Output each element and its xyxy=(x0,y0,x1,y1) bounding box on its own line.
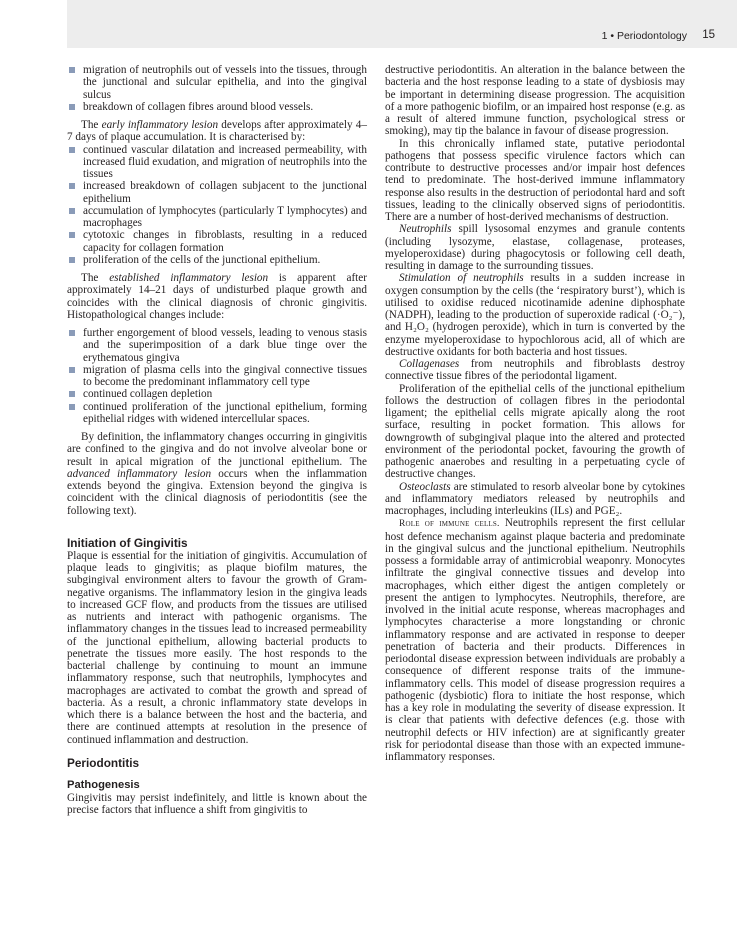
list-item: continued proliferation of the junctional epithelium, forming epithelial ridges with widened intercellular spaces. xyxy=(67,401,367,426)
paragraph-osteoclasts: Osteoclasts are stimulated to resorb alveolar bone by cytokines and inflammatory mediators released by neutrophils and macrophages, including interleukins (ILs) and PGE₂. xyxy=(385,480,685,517)
paragraph-proliferation: Proliferation of the epithelial cells of the junctional epithelium follows the destruction of collagen fibres in the periodontal ligament; the epithelial cells migrate apically along the root surface, resulting in pocket formation. This allows for downgrowth of subgingival plaque into the altered and protected environment of the periodontal pocket, favouring the growth of pathogenic anaerobes and resulting in a perpetuating cycle of destructive changes. xyxy=(385,382,685,481)
bullet-icon xyxy=(69,367,75,373)
page-number: 15 xyxy=(702,29,715,41)
bullet-list-3 xyxy=(67,327,367,425)
bullet-list-2 xyxy=(67,144,367,267)
bullet-icon xyxy=(69,104,75,110)
bullet-icon xyxy=(69,208,75,214)
list-item: breakdown of collagen fibres around blood vessels. xyxy=(67,101,367,113)
list-item: accumulation of lymphocytes (particularly T lymphocytes) and macrophages xyxy=(67,205,367,230)
heading-periodontitis: Periodontitis xyxy=(67,755,140,770)
paragraph-collagenases: Collagenases from neutrophils and fibroblasts destroy connective tissue fibres of the periodontal ligament. xyxy=(385,358,685,383)
paragraph-dysbiosis: destructive periodontitis. An alteration in the balance between the bacteria and the host response leading to a state of dysbiosis may be important in determining disease progression. The acquisition of a more pathogenic biofilm, or an impaired host response (e.g. as a result of altered immune function, psychological stress or smoking), may tip the balance in favour of disease progression. xyxy=(385,64,685,138)
paragraph-neutrophils: Neutrophils spill lysosomal enzymes and granule contents (including lysozyme, elastase, collagenase, proteases, myeloperoxidase) during phagocytosis or following cell death, resulting in damage to the surrounding tissues. xyxy=(385,223,685,272)
bullet-icon xyxy=(69,391,75,397)
bullet-icon xyxy=(69,183,75,189)
right-column xyxy=(385,64,685,763)
paragraph-pathogenesis: Gingivitis may persist indefinitely, and little is known about the precise factors that influence a shift from gingivitis to xyxy=(67,791,367,816)
bullet-icon xyxy=(69,404,75,410)
paragraph-definition: By definition, the inflammatory changes occurring in gingivitis are confined to the gingiva and do not involve alveolar bone or result in apical migration of the junctional epithelium. The advanced inflammatory lesion occurs when the inflammation extends beyond the gingiva. Extension beyond the gingiva is coincident with the clinical diagnosis of periodontitis (see the following text). xyxy=(67,431,367,517)
list-item: proliferation of the cells of the junctional epithelium. xyxy=(67,254,367,266)
list-item: migration of neutrophils out of vessels into the tissues, through the junctional and sulcular epithelia, and into the gingival sulcus xyxy=(67,64,367,101)
list-item: continued vascular dilatation and increased permeability, with increased fluid exudation, and migration of neutrophils into the tissues xyxy=(67,144,367,181)
list-item: further engorgement of blood vessels, leading to venous stasis and the superimposition of a dark blue tinge over the erythematous gingiva xyxy=(67,327,367,364)
bullet-icon xyxy=(69,147,75,153)
paragraph-initiation: Plaque is essential for the initiation of gingivitis. Accumulation of plaque leads to gingivitis; as plaque biofilm matures, the subgingival environment alters to favour the growth of Gram-negative organisms. The inflammatory lesion in the gingiva leads to increased GCF flow, and products from the tissues are utilised as nutrients and interact with pathogenic organisms. The inflammatory changes in the tissues lead to increased permeability of the junctional epithelium, allowing bacterial products to penetrate the tissues more easily. The host responds to the bacterial challenge by continuing to mount an immune inflammatory response, such that neutrophils, lymphocytes and macrophages are activated to combat the growth and spread of bacteria. As a result, a chronic inflammatory state develops in which there is a balance between the host and the bacteria, and there are continued attempts at resolution in the presence of continued inflammation and destruction. xyxy=(67,549,367,746)
bullet-icon xyxy=(69,67,75,73)
heading-pathogenesis: Pathogenesis xyxy=(67,778,140,791)
bullet-icon xyxy=(69,330,75,336)
paragraph-established-lesion: The established inflammatory lesion is apparent after approximately 14–21 days of undisturbed plaque growth and coincides with the clinical diagnosis of chronic gingivitis. Histopathological changes include: xyxy=(67,272,367,321)
paragraph-pathogens: In this chronically inflamed state, putative periodontal pathogens that possess specific virulence factors which can contribute to destructive processes and/or impair host defences tend to predominate. The host-derived immune inflammatory response also results in the destruction of periodontal hard and soft tissues, leading to the clinically observed signs of periodontitis. There are a number of host-derived mechanisms of destruction. xyxy=(385,137,685,223)
bullet-icon xyxy=(69,232,75,238)
paragraph-stimulation: Stimulation of neutrophils results in a sudden increase in oxygen consumption by the cells (the ‘respiratory burst’), which is utilised to oxidise reduced nicotinamide adenine diphosphate (NADPH), leading to the production of superoxide radical (·O₂⁻), and H₂O₂ (hydrogen peroxide), which in turn is converted by the enzyme myeloperoxidase to hypochlorous acid, all of which are destructive oxidants for both bacteria and host tissues. xyxy=(385,272,685,358)
list-item: cytotoxic changes in fibroblasts, resulting in a reduced capacity for collagen formation xyxy=(67,229,367,254)
paragraph-immune-cells: Role of immune cells. Neutrophils represent the first cellular host defence mechanism against plaque bacteria and predominate in the gingival sulcus and the junctional epithelium. Neutrophils possess a formidable array of antimicrobial weaponry. Monocytes infiltrate the gingival connective tissues and develop into macrophages, which either digest the antigen completely or present the antigen to lymphocytes. Neutrophils, therefore, are involved in the initial acute response, whereas macrophages and lymphocytes characterise a more longstanding or chronic inflammatory response and are activated in response to deeper penetration of bacteria and their products. Differences in periodontal disease expression between individuals are probably a consequence of different response traits of the immune-inflammatory cells. This model of disease progression requires a pathogenic (dysbiotic) flora to initiate the host response, which has a key role in modulating the severity of disease expression. It is clear that patients with defective defences (e.g. those with neutrophil defects or HIV infection) are at significantly greater risk for periodontal disease than those with an expected immune-inflammatory responses. xyxy=(385,517,685,763)
list-item: continued collagen depletion xyxy=(67,388,367,400)
running-title: 1 • Periodontology xyxy=(601,30,687,42)
paragraph-early-lesion: The early inflammatory lesion develops after approximately 4–7 days of plaque accumulation. It is characterised by: xyxy=(67,119,367,144)
bullet-list-1 xyxy=(67,64,367,113)
list-item: increased breakdown of collagen subjacent to the junctional epithelium xyxy=(67,180,367,205)
bullet-icon xyxy=(69,257,75,263)
heading-initiation: Initiation of Gingivitis xyxy=(67,535,188,550)
list-item: migration of plasma cells into the gingival connective tissues to become the predominant inflammatory cell type xyxy=(67,364,367,389)
left-column xyxy=(67,64,367,816)
page-header xyxy=(67,0,737,48)
